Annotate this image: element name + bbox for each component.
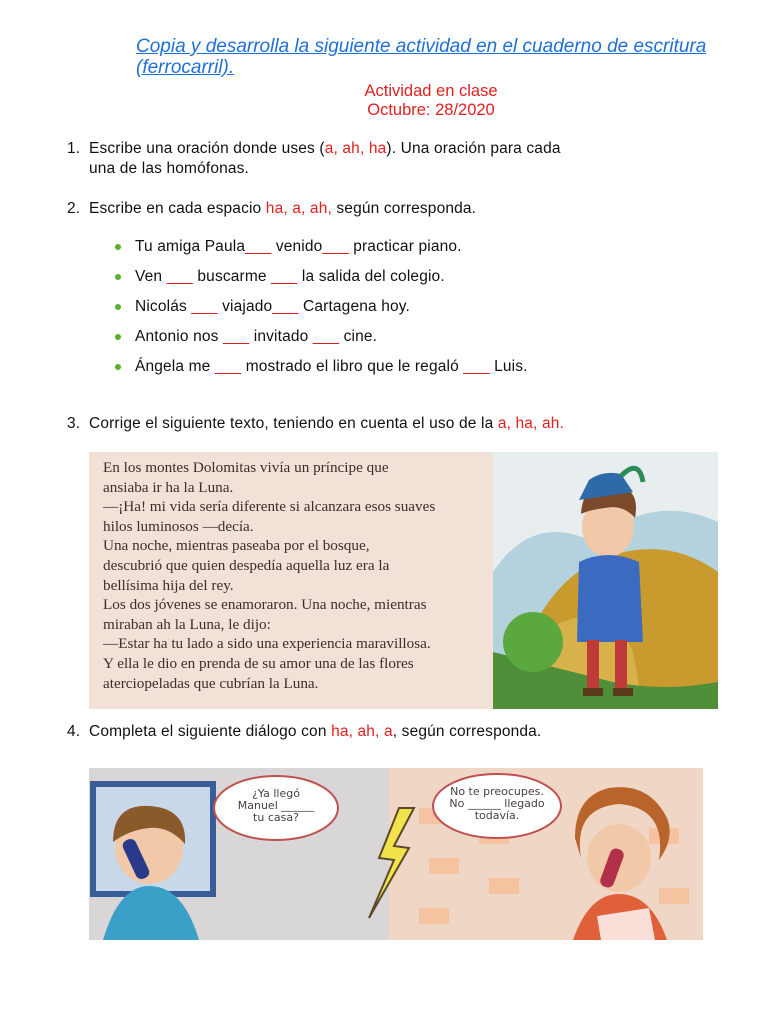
story-line: ansiaba ir ha la Luna. (103, 478, 234, 496)
story-line: Los dos jóvenes se enamoraron. Una noche, mientras (103, 596, 427, 614)
blank: ___ (271, 268, 298, 285)
story-text (103, 458, 503, 693)
question-text: Corrige el siguiente texto, teniendo en cuenta el uso de la (89, 415, 498, 432)
activity-date: Octubre: 28/2020 (367, 101, 495, 119)
girl-speech-bubble (445, 786, 549, 822)
question-text: Completa el siguiente diálogo con (89, 723, 332, 740)
list-item (113, 296, 528, 326)
item-text: invitado (249, 328, 313, 345)
list-item (113, 236, 528, 266)
bullet-icon (115, 334, 121, 340)
blank: ___ (191, 298, 218, 315)
question-text: , según corresponda. (392, 723, 542, 740)
highlight-words: a, ah, ha (324, 140, 387, 157)
instruction-text: Copia y desarrolla la siguiente actividad en el cuaderno de escritura (ferrocarril). (136, 36, 707, 78)
bubble-line: ¿Ya llegó (252, 787, 300, 800)
list-item (113, 326, 528, 356)
question-number: 1. (67, 140, 81, 157)
story-line: En los montes Dolomitas vivía un príncipe que (103, 459, 389, 476)
item-text: mostrado el libro que le regaló (241, 358, 464, 375)
prince-illustration (493, 452, 718, 709)
story-image (89, 452, 718, 709)
bubble-line: No ______ llegado (449, 797, 545, 810)
bullet-icon (115, 244, 121, 250)
bullet-icon (115, 304, 121, 310)
item-text: Luis. (489, 358, 528, 375)
story-line: hilos luminosos —decía. (103, 517, 254, 535)
item-text: Tu amiga Paula (135, 238, 246, 255)
question-text: Escribe una oración donde uses ( (89, 140, 325, 157)
story-line: descubrió que quien despedía aquella luz era la (103, 556, 390, 574)
list-item (113, 356, 528, 386)
blank: ___ (166, 268, 193, 285)
bubble-line: todavía. (474, 809, 520, 822)
bullet-icon (115, 274, 121, 280)
question-text: según corresponda. (331, 200, 477, 217)
blank: ___ (322, 238, 349, 255)
blank: ___ (272, 298, 299, 315)
highlight-words: ha, a, ah, (265, 200, 332, 217)
bullet-icon (115, 364, 121, 370)
story-line: miraban ah la Luna, le dijo: (103, 615, 271, 633)
activity-title: Actividad en clase (364, 82, 498, 100)
item-text: viajado (217, 298, 273, 315)
question-text-line2: una de las homófonas. (89, 160, 249, 177)
story-line: Y ella le dio en prenda de su amor una de las flores (103, 654, 414, 672)
question-number: 3. (67, 415, 81, 432)
item-text: venido (271, 238, 323, 255)
question-2 (67, 199, 727, 219)
exercise-list (113, 236, 528, 386)
story-line: —¡Ha! mi vida sería diferente si alcanzara esos suaves (103, 498, 436, 516)
story-line: Una noche, mientras paseaba por el bosque, (103, 537, 370, 555)
item-text: Cartagena hoy. (298, 298, 410, 315)
bubble-line: tu casa? (253, 811, 299, 824)
question-text: ). Una oración para cada (386, 140, 561, 157)
question-1 (67, 139, 727, 179)
item-text: practicar piano. (348, 238, 462, 255)
boy-speech-bubble (236, 788, 316, 824)
bubble-line: No te preocupes. (450, 785, 544, 798)
item-text: Nicolás (135, 298, 192, 315)
blank: ___ (222, 328, 250, 345)
item-text: Antonio nos (135, 328, 223, 345)
blank: ___ (463, 358, 490, 375)
question-3 (67, 414, 727, 434)
question-number: 4. (67, 723, 81, 740)
dialogue-illustration (89, 768, 703, 940)
item-text: la salida del colegio. (297, 268, 445, 285)
story-line: aterciopeladas que cubrían la Luna. (103, 674, 319, 692)
item-text: Ángela me (135, 358, 215, 375)
list-item (113, 266, 528, 296)
bubble-line: Manuel ______ (237, 799, 315, 812)
highlight-words: ha, ah, a (331, 723, 393, 740)
dialogue-image (89, 768, 703, 940)
story-line: —Estar ha tu lado a sido una experiencia maravillosa. (103, 635, 431, 653)
blank: ___ (214, 358, 242, 375)
question-number: 2. (67, 200, 81, 217)
blank: ___ (312, 328, 340, 345)
item-text: buscarme (192, 268, 272, 285)
item-text: Ven (135, 268, 167, 285)
question-text: Escribe en cada espacio (89, 200, 266, 217)
highlight-words: a, ha, ah. (497, 415, 564, 432)
blank: ___ (245, 238, 272, 255)
story-line: bellísima hija del rey. (103, 576, 234, 594)
item-text: cine. (339, 328, 378, 345)
question-4 (67, 722, 727, 742)
